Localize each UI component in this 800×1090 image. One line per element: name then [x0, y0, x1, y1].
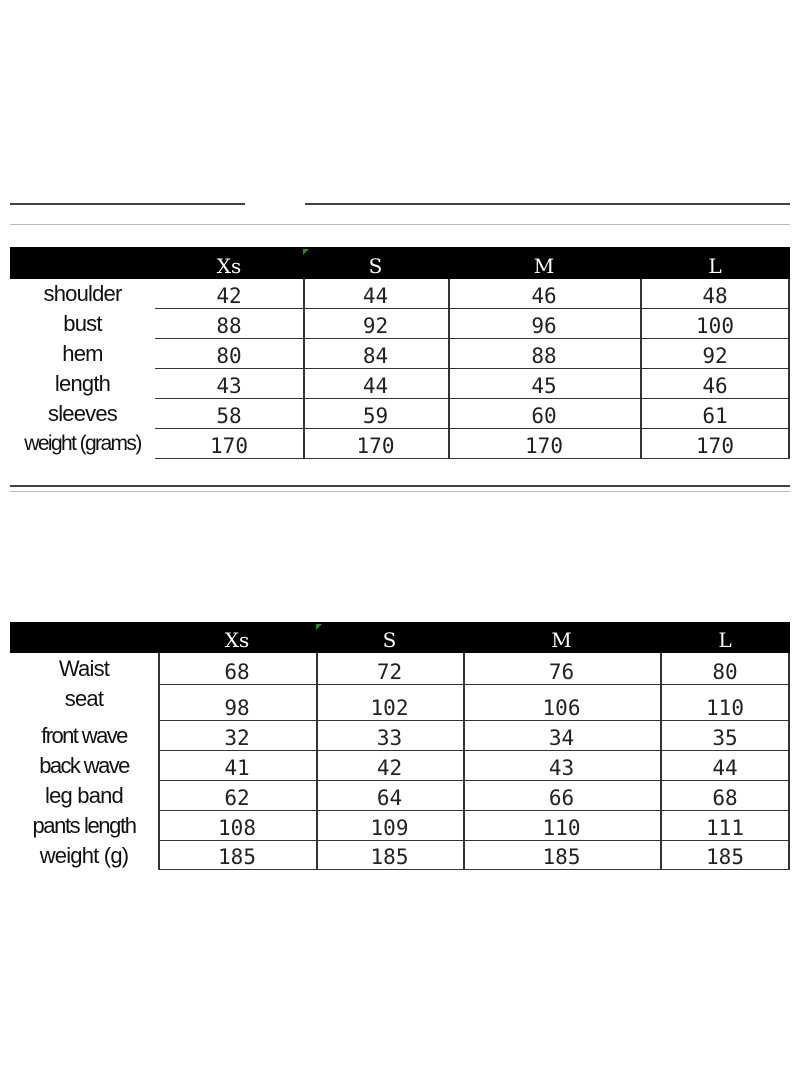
header-s: S	[382, 628, 397, 652]
column-divider	[660, 653, 662, 870]
table-row	[10, 309, 790, 339]
table-row	[10, 339, 790, 369]
column-divider	[303, 279, 305, 459]
cell: 34	[463, 721, 660, 751]
row-label: sleeves	[48, 401, 117, 426]
cell: 66	[463, 781, 660, 811]
header-s: S	[368, 254, 383, 278]
cell: 48	[640, 279, 790, 309]
top-rule-3	[10, 224, 790, 225]
column-divider	[463, 653, 465, 870]
table-header	[10, 622, 790, 653]
cell: 170	[448, 429, 640, 459]
green-corner-mark	[316, 624, 322, 630]
cell: 110	[463, 811, 660, 841]
row-label: weight (grams)	[24, 432, 141, 455]
row-label: hem	[62, 341, 103, 366]
column-divider	[448, 279, 450, 459]
table-row	[10, 811, 790, 841]
cell: 185	[158, 841, 316, 870]
header-xs: Xs	[216, 254, 242, 278]
cell: 33	[316, 721, 463, 751]
column-divider	[640, 279, 642, 459]
table-row	[10, 721, 790, 751]
cell: 42	[155, 279, 303, 309]
green-corner-mark	[303, 249, 309, 255]
table-row	[10, 685, 790, 721]
cell: 68	[660, 781, 790, 811]
cell: 92	[303, 309, 448, 339]
cell: 35	[660, 721, 790, 751]
cell: 62	[158, 781, 316, 811]
cell: 46	[448, 279, 640, 309]
cell: 108	[158, 811, 316, 841]
cell: 45	[448, 369, 640, 399]
cell: 88	[448, 339, 640, 369]
table-row	[10, 279, 790, 309]
cell: 59	[303, 399, 448, 429]
cell: 61	[640, 399, 790, 429]
cell: 170	[640, 429, 790, 459]
cell: 111	[660, 811, 790, 841]
row-label: leg band	[44, 783, 123, 808]
cell: 92	[640, 339, 790, 369]
cell: 98	[158, 685, 316, 721]
row-label: shoulder	[43, 281, 122, 306]
cell: 102	[316, 685, 463, 721]
table-row	[10, 429, 790, 459]
cell: 72	[316, 653, 463, 685]
cell: 109	[316, 811, 463, 841]
table-row	[10, 399, 790, 429]
row-label: back wave	[39, 753, 129, 778]
size-chart-pants	[10, 622, 790, 870]
column-divider	[158, 653, 160, 870]
header-l: L	[718, 628, 732, 652]
mid-rule-1	[10, 485, 790, 487]
cell: 76	[463, 653, 660, 685]
row-label: seat	[64, 686, 104, 711]
cell: 41	[158, 751, 316, 781]
column-divider	[316, 653, 318, 870]
cell: 185	[660, 841, 790, 870]
cell: 110	[660, 685, 790, 721]
cell: 58	[155, 399, 303, 429]
cell: 170	[303, 429, 448, 459]
table-row	[10, 781, 790, 811]
header-m: M	[533, 254, 555, 278]
cell: 106	[463, 685, 660, 721]
cell: 44	[660, 751, 790, 781]
cell: 43	[155, 369, 303, 399]
top-rule-1	[10, 203, 245, 205]
row-label: weight (g)	[39, 842, 129, 868]
row-label: front wave	[41, 723, 127, 748]
mid-rule-2	[10, 491, 790, 492]
row-label: Waist	[58, 656, 110, 681]
cell: 84	[303, 339, 448, 369]
top-rule-2	[305, 203, 790, 205]
cell: 42	[316, 751, 463, 781]
header-m: M	[551, 628, 572, 652]
table-header	[10, 247, 790, 279]
table-row	[10, 841, 790, 870]
cell: 68	[158, 653, 316, 685]
cell: 88	[155, 309, 303, 339]
cell: 170	[155, 429, 303, 459]
cell: 32	[158, 721, 316, 751]
column-divider	[788, 279, 790, 459]
cell: 80	[155, 339, 303, 369]
cell: 44	[303, 279, 448, 309]
cell: 100	[640, 309, 790, 339]
size-chart-top	[10, 247, 790, 459]
cell: 46	[640, 369, 790, 399]
cell: 43	[463, 751, 660, 781]
cell: 80	[660, 653, 790, 685]
row-label: pants length	[32, 813, 136, 838]
table-row	[10, 369, 790, 399]
cell: 60	[448, 399, 640, 429]
column-divider	[788, 653, 790, 870]
cell: 96	[448, 309, 640, 339]
row-label: length	[54, 371, 111, 396]
header-xs: Xs	[224, 628, 250, 652]
cell: 64	[316, 781, 463, 811]
cell: 185	[463, 841, 660, 870]
cell: 44	[303, 369, 448, 399]
row-label: bust	[63, 311, 102, 336]
table-row	[10, 653, 790, 685]
cell: 185	[316, 841, 463, 870]
table-row	[10, 751, 790, 781]
header-l: L	[708, 254, 722, 278]
